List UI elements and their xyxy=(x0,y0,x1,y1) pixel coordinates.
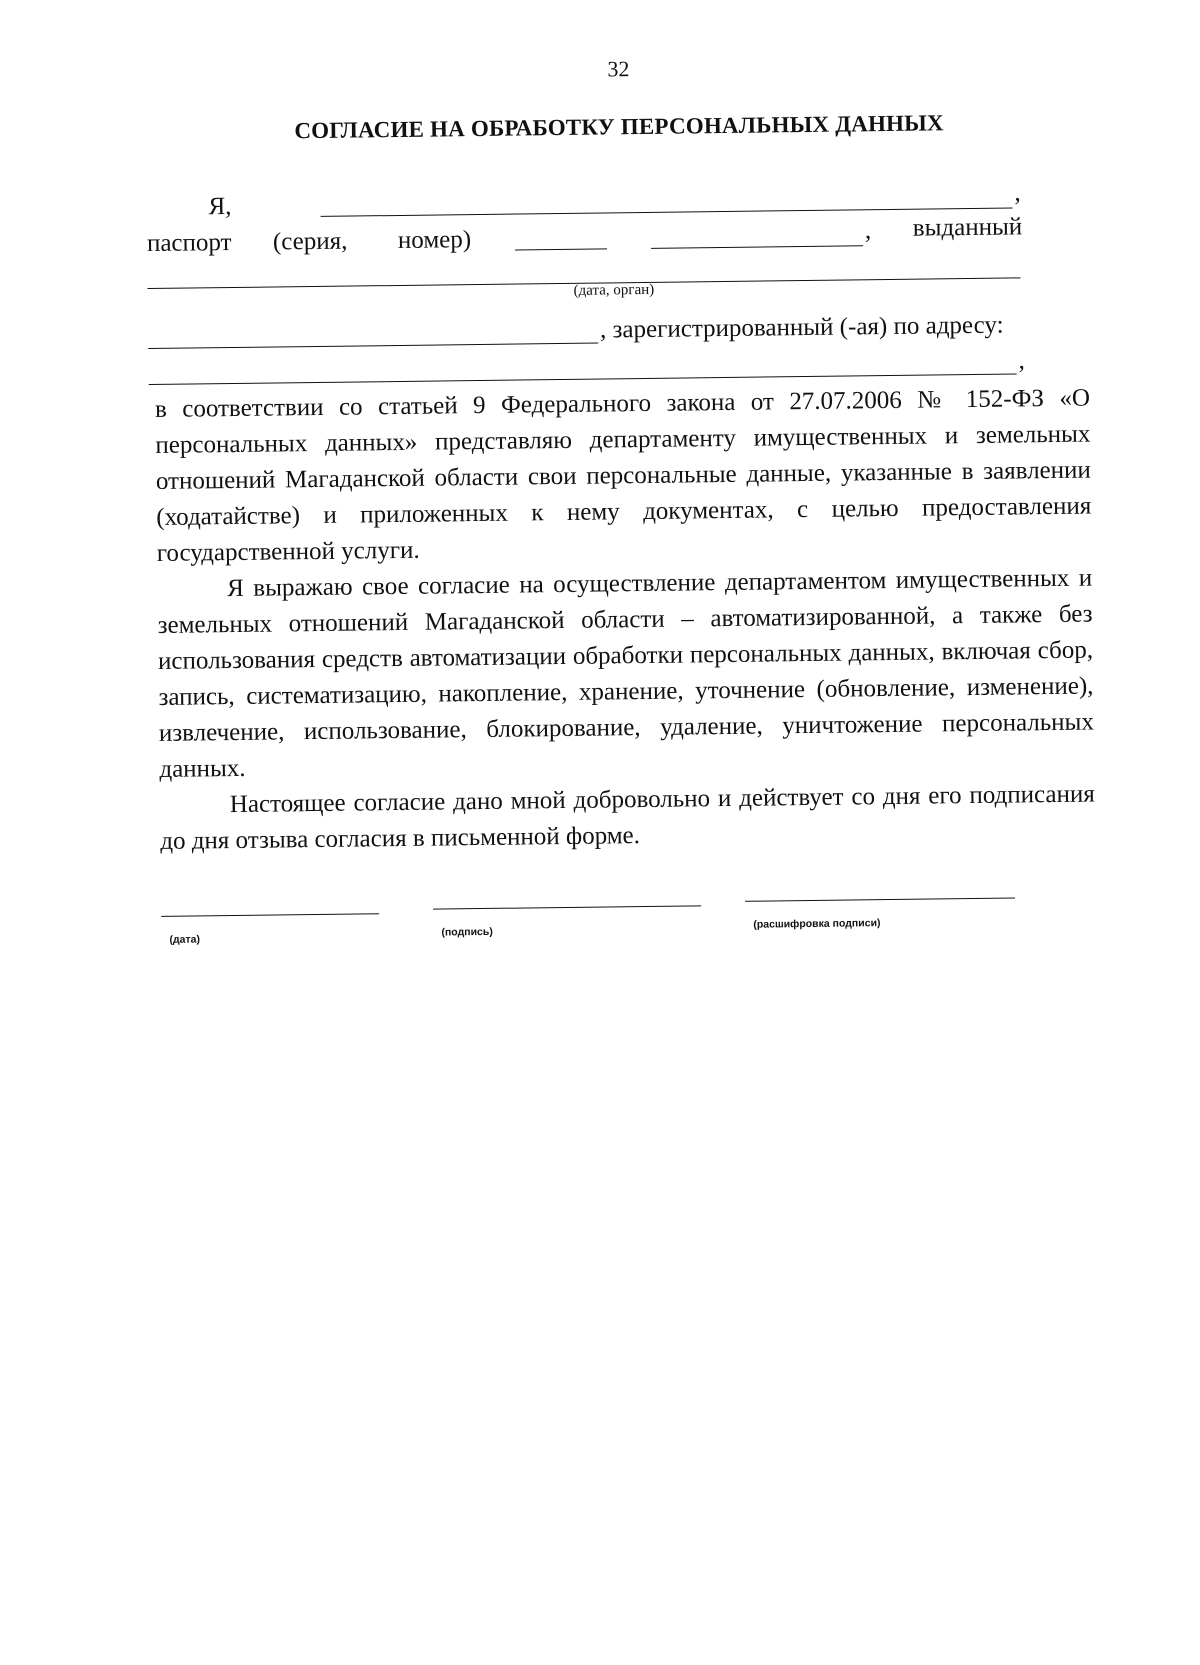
issued-label: выданный xyxy=(912,213,1023,242)
full-name-line[interactable] xyxy=(321,207,1013,216)
date-caption: (дата) xyxy=(169,933,201,946)
signature-decode-line[interactable] xyxy=(745,897,1015,901)
passport-number-line[interactable] xyxy=(651,245,863,249)
registration-row xyxy=(154,311,1089,356)
paragraph-validity: Настоящее согласие дано мной добровольно и действует со дня его подписания до дня отзыва согласия в письменной форме. xyxy=(160,780,1095,855)
date-organ-caption: (дата, орган) xyxy=(573,281,655,299)
passport-comma: , xyxy=(864,217,872,245)
date-line[interactable] xyxy=(161,913,379,917)
passport-label: паспорт xyxy=(146,229,232,258)
registered-label: , зарегистрированный (-ая) по адресу: xyxy=(599,311,1004,344)
page-number: 32 xyxy=(607,56,630,82)
address-comma: , xyxy=(1018,347,1025,375)
name-comma: , xyxy=(1014,179,1021,207)
consent-body xyxy=(155,381,1096,860)
signature-line[interactable] xyxy=(433,905,701,909)
registration-name-line[interactable] xyxy=(148,343,598,349)
passport-series-line[interactable] xyxy=(515,248,607,250)
document-title: СОГЛАСИЕ НА ОБРАБОТКУ ПЕРСОНАЛЬНЫХ ДАННЫХ xyxy=(294,110,944,144)
ya-label: Я, xyxy=(208,193,232,221)
signature-decode-caption: (расшифровка подписи) xyxy=(753,917,881,931)
series-label: (серия, xyxy=(272,227,348,256)
number-label: номер) xyxy=(397,226,472,254)
paragraph-consent-scope: Я выражаю свое согласие на осуществление департаментом имущественных и земельных отношений Магаданской области – автоматизированной, а также без использования средств автоматизации обработки персональных данных, включая сбор, запись, систематизацию, накопление, хранение, уточнение (обновление, изменение), извлечение, использование, блокирование, удаление, уничтожение персональных данных. xyxy=(157,564,1095,783)
paragraph-legal-basis: в соответствии со статьей 9 Федерального закона от 27.07.2006 № 152-ФЗ «О персональных данных» представляю департаменту имущественных и земельных отношений Магаданской области свои персональные данные, указанные в заявлении (ходатайстве) и приложенных к нему документах, с целью предоставления государственной услуги. xyxy=(154,384,1092,567)
signature-caption: (подпись) xyxy=(441,925,493,939)
